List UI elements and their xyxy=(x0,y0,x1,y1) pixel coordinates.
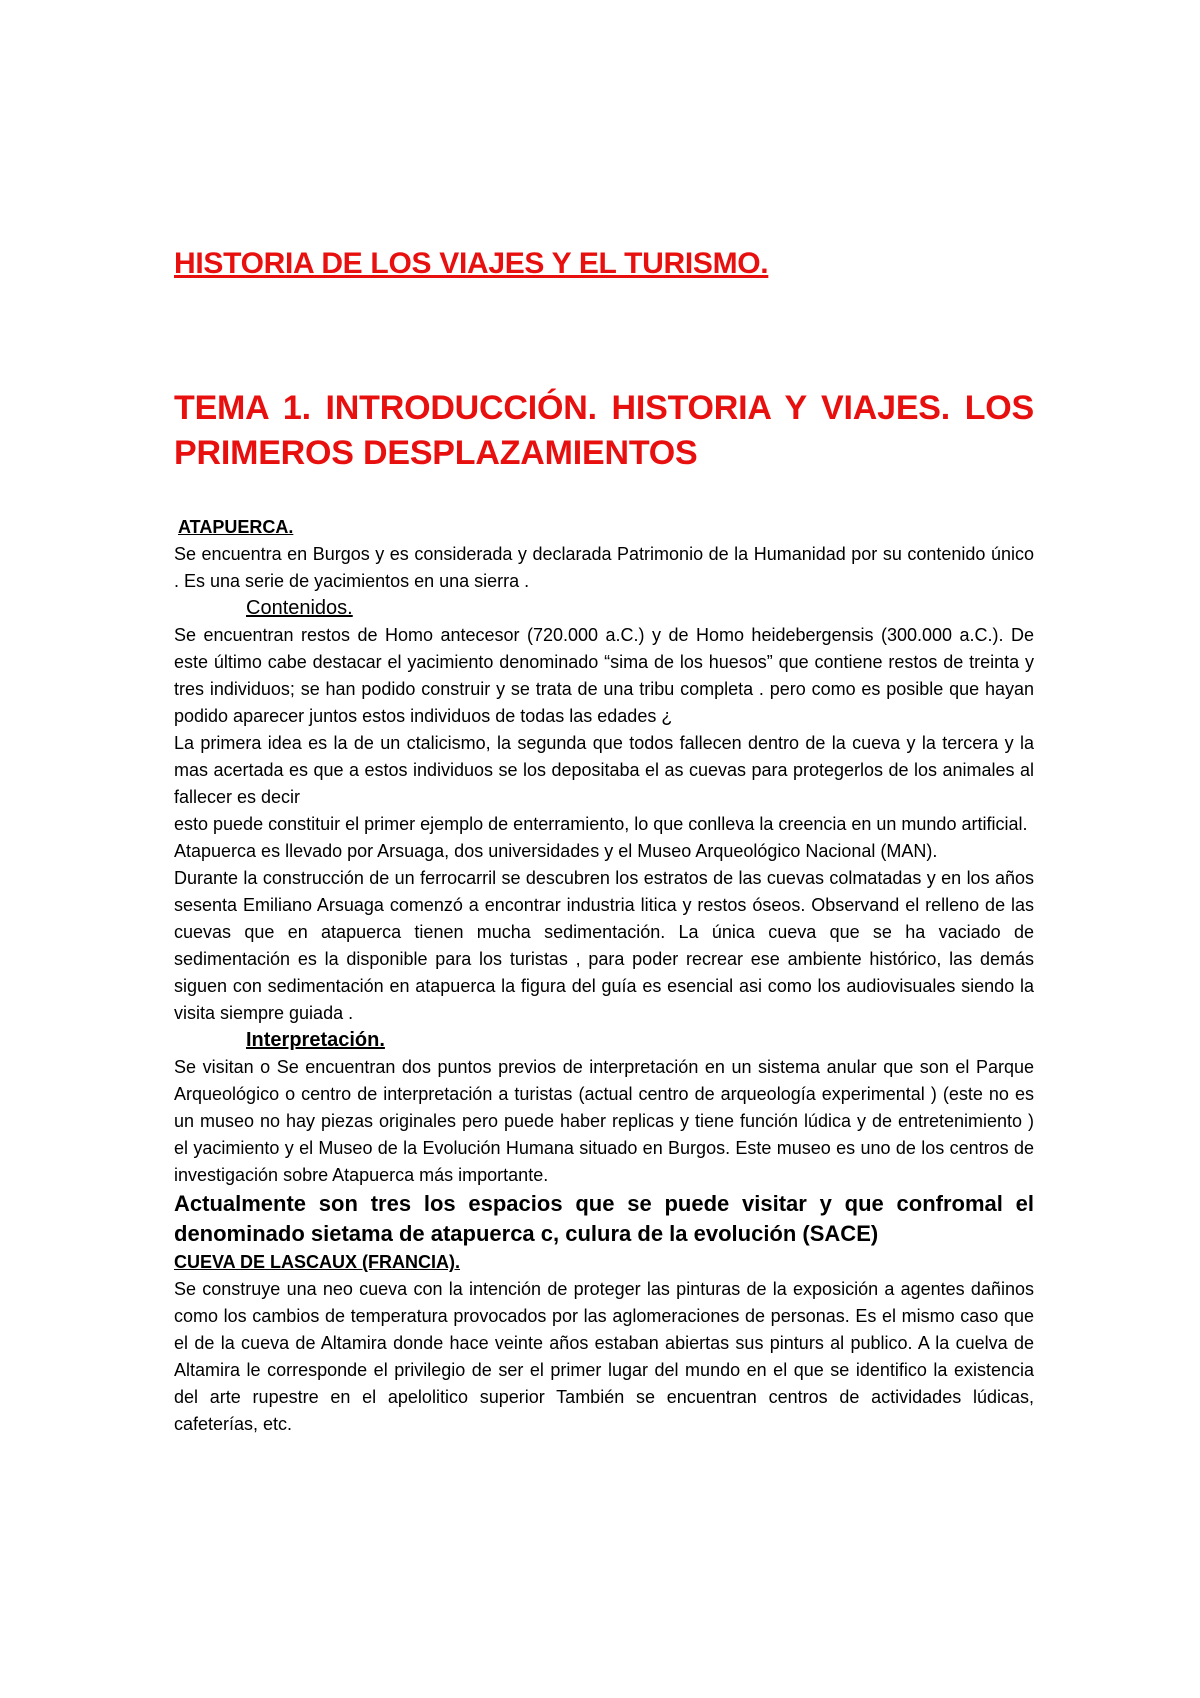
section-heading-lascaux: CUEVA DE LASCAUX (FRANCIA). xyxy=(174,1252,460,1272)
document-body xyxy=(174,514,1034,1438)
subheading-interpretacion: Interpretación. xyxy=(246,1029,385,1051)
paragraph-contenidos-1: Se encuentran restos de Homo antecesor (720.000 a.C.) y de Homo heidebergensis (300.000 a.C.). De este último cabe destacar el yacimiento denominado “sima de los huesos” que contiene restos de treinta y tres individuos; se han podido construir y se trata de una tribu completa . pero como es posible que hayan podido aparecer juntos estos individuos de todas las edades ¿ xyxy=(174,625,1034,726)
paragraph-contenidos-3: esto puede constituir el primer ejemplo de enterramiento, lo que conlleva la creencia en un mundo artificial. xyxy=(174,814,1028,834)
paragraph-contenidos-5: Durante la construcción de un ferrocarril se descubren los estratos de las cuevas colmatadas y en los años sesenta Emiliano Arsuaga comenzó a encontrar industria litica y restos óseos. Observand el relleno de las cuevas que en atapuerca tienen mucha sedimentación. La única cueva que se ha vaciado de sedimentación es la disponible para los turistas , para poder recrear ese ambiente histórico, las demás siguen con sedimentación en atapuerca la figura del guía es esencial asi como los audiovisuales siendo la visita siempre guiada . xyxy=(174,868,1034,1023)
tema-title: TEMA 1. INTRODUCCIÓN. HISTORIA Y VIAJES. LOS PRIMEROS DESPLAZAMIENTOS xyxy=(174,389,1034,472)
document-title: HISTORIA DE LOS VIAJES Y EL TURISMO. xyxy=(174,247,769,280)
section-heading-atapuerca: ATAPUERCA. xyxy=(178,517,294,537)
paragraph-interpretacion: Se visitan o Se encuentran dos puntos previos de interpretación en un sistema anular que son el Parque Arqueológico o centro de interpretación a turistas (actual centro de arqueología experimental ) (este no es un museo no hay piezas originales pero puede haber replicas y tiene función lúdica y de entretenimiento ) el yacimiento y el Museo de la Evolución Humana situado en Burgos. Este museo es uno de los centros de investigación sobre Atapuerca más importante. xyxy=(174,1057,1034,1185)
paragraph-contenidos-4: Atapuerca es llevado por Arsuaga, dos universidades y el Museo Arqueológico Nacional (MAN). xyxy=(174,841,938,861)
document-content xyxy=(174,246,1034,1434)
subheading-contenidos: Contenidos. xyxy=(246,597,353,619)
paragraph-actualmente: Actualmente son tres los espacios que se puede visitar y que confromal el denominado sietama de atapuerca c, culura de la evolución (SACE) xyxy=(174,1191,1034,1246)
paragraph-atapuerca: Se encuentra en Burgos y es considerada y declarada Patrimonio de la Humanidad por su contenido único . Es una serie de yacimientos en una sierra . xyxy=(174,544,1034,591)
paragraph-lascaux: Se construye una neo cueva con la intención de proteger las pinturas de la exposición a agentes dañinos como los cambios de temperatura provocados por las aglomeraciones de personas. Es el mismo caso que el de la cueva de Altamira donde hace veinte años estaban abiertas sus pinturs al publico. A la cuelva de Altamira le corresponde el privilegio de ser el primer lugar del mundo en el que se identifico la existencia del arte rupestre en el apelolitico superior También se encuentran centros de actividades lúdicas, cafeterías, etc. xyxy=(174,1279,1034,1434)
paragraph-contenidos-2: La primera idea es la de un ctalicismo, la segunda que todos fallecen dentro de la cueva y la tercera y la mas acertada es que a estos individuos se los depositaba el as cuevas para protegerlos de los animales al fallecer es decir xyxy=(174,733,1034,807)
